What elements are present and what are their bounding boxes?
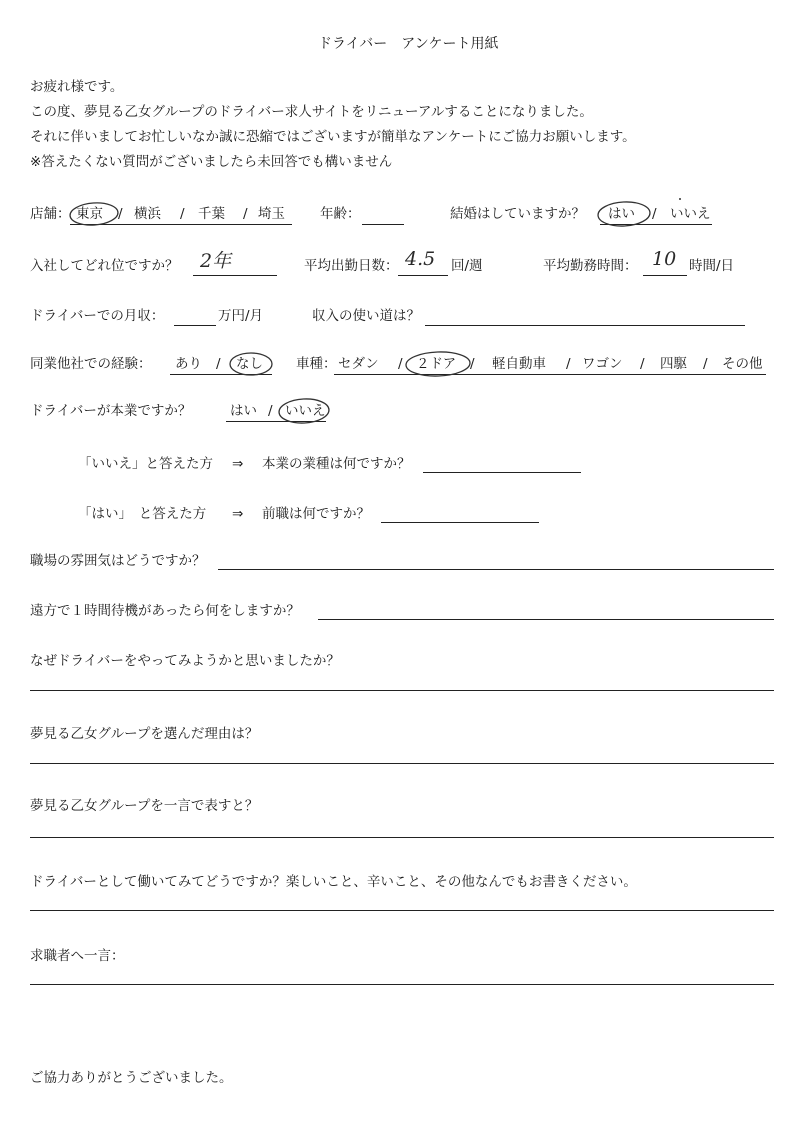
one-word-question: 夢見る乙女グループを一言で表すと？ — [30, 798, 259, 814]
yes-followup-question: 前職は何ですか？ — [262, 506, 370, 522]
closing-text: ご協力ありがとうございました。 — [30, 1070, 233, 1086]
experience-label: 同業他社での経験： — [30, 356, 152, 372]
car-type-label: 車種： — [296, 356, 337, 372]
experience-yes-option[interactable]: あり — [175, 356, 202, 372]
married-no-option[interactable]: いいえ — [670, 206, 711, 222]
why-driver-field[interactable] — [30, 690, 774, 691]
separator: / — [118, 206, 123, 222]
car-option-wagon[interactable]: ワゴン — [582, 356, 623, 372]
experience-underline — [170, 374, 272, 375]
workdays-unit: 回/週 — [451, 258, 483, 274]
age-label: 年齢： — [320, 206, 361, 222]
message-question: 求職者へ一言： — [30, 948, 125, 964]
experience-no-option[interactable]: なし — [236, 356, 263, 372]
workdays-label: 平均出勤日数： — [304, 258, 399, 274]
income-unit: 万円/月 — [218, 308, 264, 324]
separator: / — [243, 206, 248, 222]
intro-line-4: ※答えたくない質問がございましたら未回答でも構いません — [30, 154, 393, 170]
married-label: 結婚はしていますか？ — [450, 206, 585, 222]
intro-line-2: この度、夢見る乙女グループのドライバー求人サイトをリニューアルすることになりました。 — [30, 104, 593, 120]
workhours-unit: 時間/日 — [689, 258, 735, 274]
experience-question: ドライバーとして働いてみてどうですか？楽しいこと、辛いこと、その他なんでもお書きください。 — [30, 874, 637, 890]
workhours-label: 平均勤務時間： — [543, 258, 638, 274]
separator: / — [640, 356, 645, 372]
yes-followup-prefix: 「はい」 と答えた方 — [78, 506, 207, 522]
married-yes-option[interactable]: はい — [608, 206, 635, 222]
intro-line-3: それに伴いましてお忙しいなか誠に恐縮ではございますが簡単なアンケートにご協力お願いします。 — [30, 129, 636, 145]
why-group-question: 夢見る乙女グループを選んだ理由は？ — [30, 726, 259, 742]
income-field[interactable] — [174, 325, 216, 326]
waiting-field[interactable] — [318, 619, 774, 620]
no-followup-question: 本業の業種は何ですか？ — [262, 456, 411, 472]
store-option-tokyo[interactable]: 東京 — [76, 206, 103, 222]
store-underline — [70, 224, 292, 225]
separator: / — [268, 403, 273, 419]
age-field[interactable] — [362, 224, 404, 225]
car-type-underline — [334, 374, 766, 375]
store-option-saitama[interactable]: 埼玉 — [258, 206, 285, 222]
arrow-icon: ⇒ — [232, 506, 244, 522]
atmosphere-field[interactable] — [218, 569, 774, 570]
workdays-field[interactable] — [398, 275, 448, 276]
experience-field[interactable] — [30, 910, 774, 911]
main-industry-field[interactable] — [423, 472, 581, 473]
separator: / — [216, 356, 221, 372]
arrow-icon: ⇒ — [232, 456, 244, 472]
main-job-label: ドライバーが本業ですか？ — [30, 403, 192, 419]
workdays-handwritten-answer: 4.5 — [405, 248, 436, 270]
income-label: ドライバーでの月収： — [30, 308, 165, 324]
tenure-label: 入社してどれ位ですか？ — [30, 258, 179, 274]
why-group-field[interactable] — [30, 763, 774, 764]
message-field[interactable] — [30, 984, 774, 985]
separator: / — [703, 356, 708, 372]
car-option-other[interactable]: その他 — [722, 356, 763, 372]
car-option-kei[interactable]: 軽自動車 — [492, 356, 546, 372]
page-title: ドライバー アンケート用紙 — [318, 36, 499, 52]
car-option-4wd[interactable]: 四駆 — [660, 356, 687, 372]
workhours-handwritten-answer: 10 — [652, 248, 677, 270]
no-followup-prefix: 「いいえ」と答えた方 — [78, 456, 213, 472]
separator: / — [470, 356, 475, 372]
separator: / — [652, 206, 657, 222]
car-option-sedan[interactable]: セダン — [338, 356, 379, 372]
one-word-field[interactable] — [30, 837, 774, 838]
tenure-field[interactable] — [193, 275, 277, 276]
atmosphere-question: 職場の雰囲気はどうですか？ — [30, 553, 206, 569]
main-job-no-option[interactable]: いいえ — [285, 403, 326, 419]
separator: / — [566, 356, 571, 372]
workhours-field[interactable] — [643, 275, 687, 276]
usage-field[interactable] — [425, 325, 745, 326]
store-label: 店舗： — [30, 206, 71, 222]
store-option-chiba[interactable]: 千葉 — [198, 206, 225, 222]
car-option-2door[interactable]: ２ドア — [416, 356, 457, 372]
previous-job-field[interactable] — [381, 522, 539, 523]
waiting-question: 遠方で１時間待機があったら何をしますか？ — [30, 603, 300, 619]
tenure-handwritten-answer: 2年 — [200, 250, 232, 272]
why-driver-question: なぜドライバーをやってみようかと思いましたか？ — [30, 653, 340, 669]
separator: / — [180, 206, 185, 222]
married-underline — [600, 224, 712, 225]
separator: / — [398, 356, 403, 372]
intro-line-1: お疲れ様です。 — [30, 79, 124, 95]
main-job-yes-option[interactable]: はい — [230, 403, 257, 419]
store-option-yokohama[interactable]: 横浜 — [134, 206, 161, 222]
main-job-underline — [226, 421, 326, 422]
usage-label: 収入の使い道は？ — [312, 308, 420, 324]
